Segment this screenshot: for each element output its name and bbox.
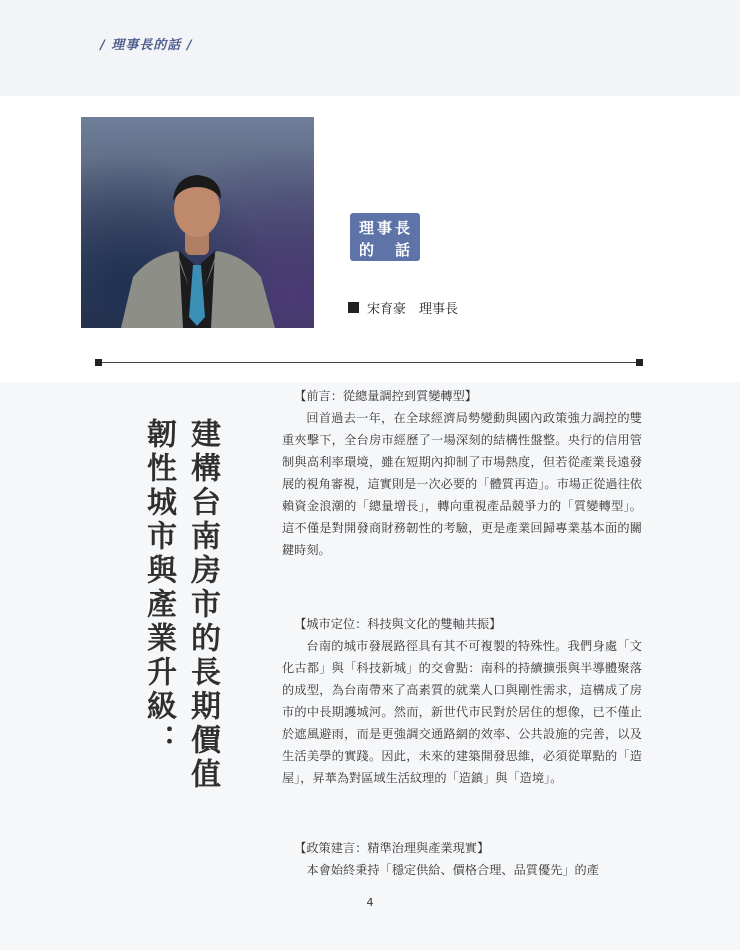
title-line-1: 建構台南房市的長期價值: [185, 418, 220, 792]
page-number: 4: [366, 896, 374, 909]
section-policy: [282, 837, 642, 881]
chairman-message-badge: [350, 213, 420, 261]
section-heading: 【政策建言：精準治理與產業現實】: [294, 841, 490, 855]
chairman-portrait: [81, 117, 314, 328]
section-heading: 【前言：從總量調控到質變轉型】: [294, 389, 477, 403]
section-intro: [282, 385, 642, 561]
section-city-positioning: [282, 613, 642, 789]
section-paragraph: 本會始終秉持「穩定供給、價格合理、品質優先」的產: [306, 863, 599, 877]
section-paragraph: 台南的城市發展路徑具有其不可複製的特殊性。我們身處「文化古都」與「科技新城」的交會點：南科的持續擴張與半導體聚落的成型，為台南帶來了高素質的就業人口與剛性需求，這構成了房市的中長期護城河。然而，新世代市民對於居住的想像，已不僅止於遮風避雨，而是更強調交通路網的效率、公共設施的完善，以及生活美學的實踐。因此，未來的建築開發思維，必須從單點的「造屋」，昇華為對區域生活紋理的「造鎮」與「造境」。: [282, 639, 642, 785]
portrait-illustration: [81, 117, 314, 328]
title-line-2: 韌性城市與產業升級：: [141, 418, 176, 758]
author-byline: [348, 298, 458, 317]
section-header-label: / 理事長的話 /: [100, 38, 193, 53]
square-bullet-icon: [348, 302, 359, 313]
badge-line-1: 理事長: [359, 219, 414, 237]
author-name: 宋育豪 理事長: [367, 302, 459, 317]
section-divider: [98, 362, 640, 363]
divider-end-left: [95, 359, 102, 366]
divider-end-right: [636, 359, 643, 366]
section-paragraph: 回首過去一年，在全球經濟局勢變動與國內政策強力調控的雙重夾擊下，全台房市經歷了一場深刻的結構性盤整。央行的信用管制與高利率環境，雖在短期內抑制了市場熱度，但若從產業長遠發展的視角審視，這實則是一次必要的「體質再造」。市場正從過往依賴資金浪潮的「總量增長」，轉向重視產品競爭力的「質變轉型」。這不僅是對開發商財務韌性的考驗，更是產業回歸專業基本面的關鍵時刻。: [282, 411, 642, 557]
badge-line-2: 的 話: [359, 241, 414, 259]
section-heading: 【城市定位：科技與文化的雙軸共振】: [294, 617, 502, 631]
